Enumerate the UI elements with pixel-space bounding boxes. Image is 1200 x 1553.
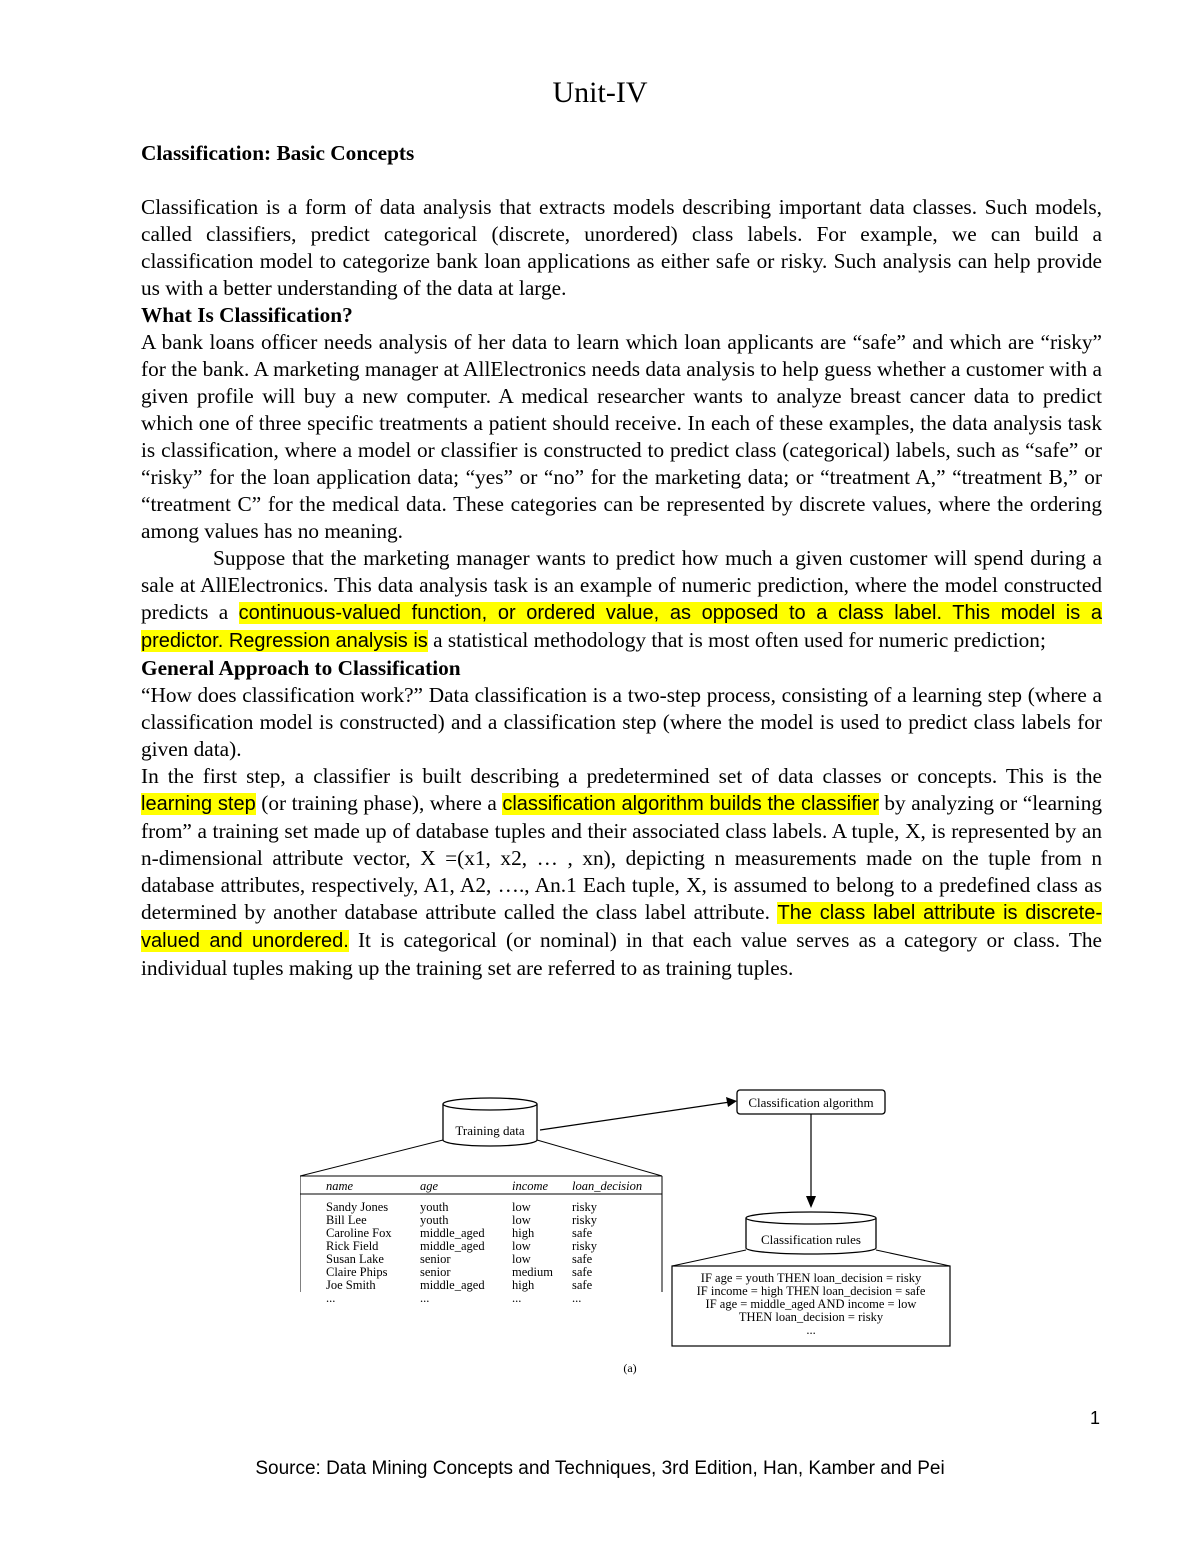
table-cell: low: [512, 1239, 531, 1253]
arrow-head: [726, 1097, 737, 1107]
rule-line: THEN loan_decision = risky: [738, 1310, 884, 1324]
text-segment: In the first step, a classifier is built describing a predetermined set of data classes or concepts. This is the: [141, 764, 1102, 788]
rule-line: IF age = middle_aged AND income = low: [705, 1297, 917, 1311]
figure-caption: (a): [623, 1361, 637, 1375]
table-header-cell: age: [420, 1179, 439, 1193]
page-number: 1: [1090, 1408, 1101, 1428]
table-cell: Claire Phips: [326, 1265, 388, 1279]
table-cell: Bill Lee: [326, 1213, 367, 1227]
rule-line: ...: [806, 1323, 816, 1337]
rule-line: IF income = high THEN loan_decision = safe: [696, 1284, 926, 1298]
arrow-head: [806, 1196, 816, 1208]
highlighted-text: continuous-valued function, or ordered value, as opposed to a class label. This model is a predictor. Regression analysis is: [141, 602, 1102, 652]
section-heading-what-is-classification: What Is Classification?: [141, 303, 353, 327]
section-heading-basic-concepts: Classification: Basic Concepts: [141, 141, 415, 165]
document-body: [141, 140, 1102, 982]
paragraph-two-step-process: “How does classification work?” Data classification is a two-step process, consisting of a learning step (where a classification model is constructed) and a classification step (where the model is used to predict class labels for given data).: [141, 683, 1102, 761]
table-cell: safe: [572, 1265, 593, 1279]
training-data-label: Training data: [455, 1123, 525, 1138]
table-cell: senior: [420, 1265, 451, 1279]
table-cell: risky: [572, 1213, 597, 1227]
paragraph-numeric-prediction: [141, 545, 1102, 655]
text-segment: a statistical methodology that is most often used for numeric prediction;: [427, 628, 1046, 652]
table-cell: risky: [572, 1200, 597, 1214]
section-heading-general-approach: General Approach to Classification: [141, 656, 461, 680]
table-cell: low: [512, 1200, 531, 1214]
page-title: Unit-IV: [552, 76, 648, 109]
highlighted-text: learning step: [141, 793, 256, 815]
paragraph-intro: Classification is a form of data analysis that extracts models describing important data classes. Such models, called classifiers, predict categorical (discrete, unordered) class labels. For example, we can build a classification model to categorize bank loan applications as either safe or risky. Such analysis can help provide us with a better understanding of the data at large.: [141, 195, 1102, 300]
table-cell: low: [512, 1252, 531, 1266]
text-segment: It is categorical (or nominal) in that each value serves as a category or class. The individual tuples making up the training set are referred to as training tuples.: [141, 928, 1102, 980]
table-cell: high: [512, 1226, 535, 1240]
table-cell: middle_aged: [420, 1239, 485, 1253]
table-cell: safe: [572, 1252, 593, 1266]
table-cell: ...: [512, 1291, 522, 1305]
paragraph-learning-step: [141, 763, 1102, 982]
table-cell: high: [512, 1278, 535, 1292]
table-cell: ...: [420, 1291, 430, 1305]
classification-algorithm-label: Classification algorithm: [748, 1095, 874, 1110]
table-cell: Sandy Jones: [326, 1200, 389, 1214]
table-header-cell: loan_decision: [572, 1179, 643, 1193]
training-data-cylinder: [443, 1098, 537, 1146]
table-cell: Rick Field: [326, 1239, 379, 1253]
classification-diagram: [300, 1080, 980, 1380]
table-cell: medium: [512, 1265, 553, 1279]
classification-figure: [300, 1080, 980, 1380]
highlighted-text: The class label attribute is discrete-valued and unordered.: [141, 902, 1102, 952]
paragraph-what-is-classification: A bank loans officer needs analysis of her data to learn which loan applicants are “safe” and which are “risky” for the bank. A marketing manager at AllElectronics needs data analysis to help guess whether a customer with a given profile will buy a new computer. A medical researcher wants to analyze breast cancer data to predict which one of three specific treatments a patient should receive. In each of these examples, the data analysis task is classification, where a model or classifier is constructed to predict class (categorical) labels, such as “safe” or “risky” for the loan application data; “yes” or “no” for the marketing data; or “treatment A,” “treatment B,” or “treatment C” for the medical data. These categories can be represented by discrete values, where the ordering among values has no meaning.: [141, 330, 1102, 543]
rules-box: [672, 1266, 950, 1346]
rule-line: IF age = youth THEN loan_decision = risky: [700, 1271, 922, 1285]
table-cell: risky: [572, 1239, 597, 1253]
table-cell: low: [512, 1213, 531, 1227]
table-cell: ...: [572, 1291, 582, 1305]
table-cell: Caroline Fox: [326, 1226, 392, 1240]
table-cell: Joe Smith: [326, 1278, 376, 1292]
table-header-cell: name: [326, 1179, 354, 1193]
table-cell: safe: [572, 1278, 593, 1292]
classification-rules-cylinder: [746, 1212, 876, 1254]
classification-algorithm-box: [737, 1090, 885, 1114]
table-cell: Susan Lake: [326, 1252, 384, 1266]
highlighted-text: classification algorithm builds the classifier: [502, 793, 879, 815]
training-data-table: [300, 1176, 662, 1305]
source-citation: Source: Data Mining Concepts and Techniques, 3rd Edition, Han, Kamber and Pei: [255, 1458, 945, 1479]
table-cell: safe: [572, 1226, 593, 1240]
table-header-cell: income: [512, 1179, 549, 1193]
text-segment: Suppose that the marketing manager wants to predict how much a given customer will spend during a sale at AllElectronics. This data analysis task is an example of numeric prediction, where the model constructed predicts a: [141, 546, 1102, 624]
table-cell: youth: [420, 1200, 449, 1214]
classification-rules-label: Classification rules: [760, 1232, 862, 1247]
text-segment: (or training phase), where a: [255, 791, 503, 815]
text-segment: by analyzing or “learning from” a training set made up of database tuples and their associated class labels. A tuple, X, is represented by an n-dimensional attribute vector, X =(x1, x2, … , xn), depicting n measurements made on the tuple from n database attributes, respectively, A1, A2, …., An.1 Each tuple, X, is assumed to belong to a predefined class as determined by another database attribute called the class label attribute.: [141, 791, 1103, 924]
table-cell: youth: [420, 1213, 449, 1227]
table-cell: middle_aged: [420, 1278, 485, 1292]
table-cell: senior: [420, 1252, 451, 1266]
table-cell: middle_aged: [420, 1226, 485, 1240]
table-cell: ...: [326, 1291, 336, 1305]
